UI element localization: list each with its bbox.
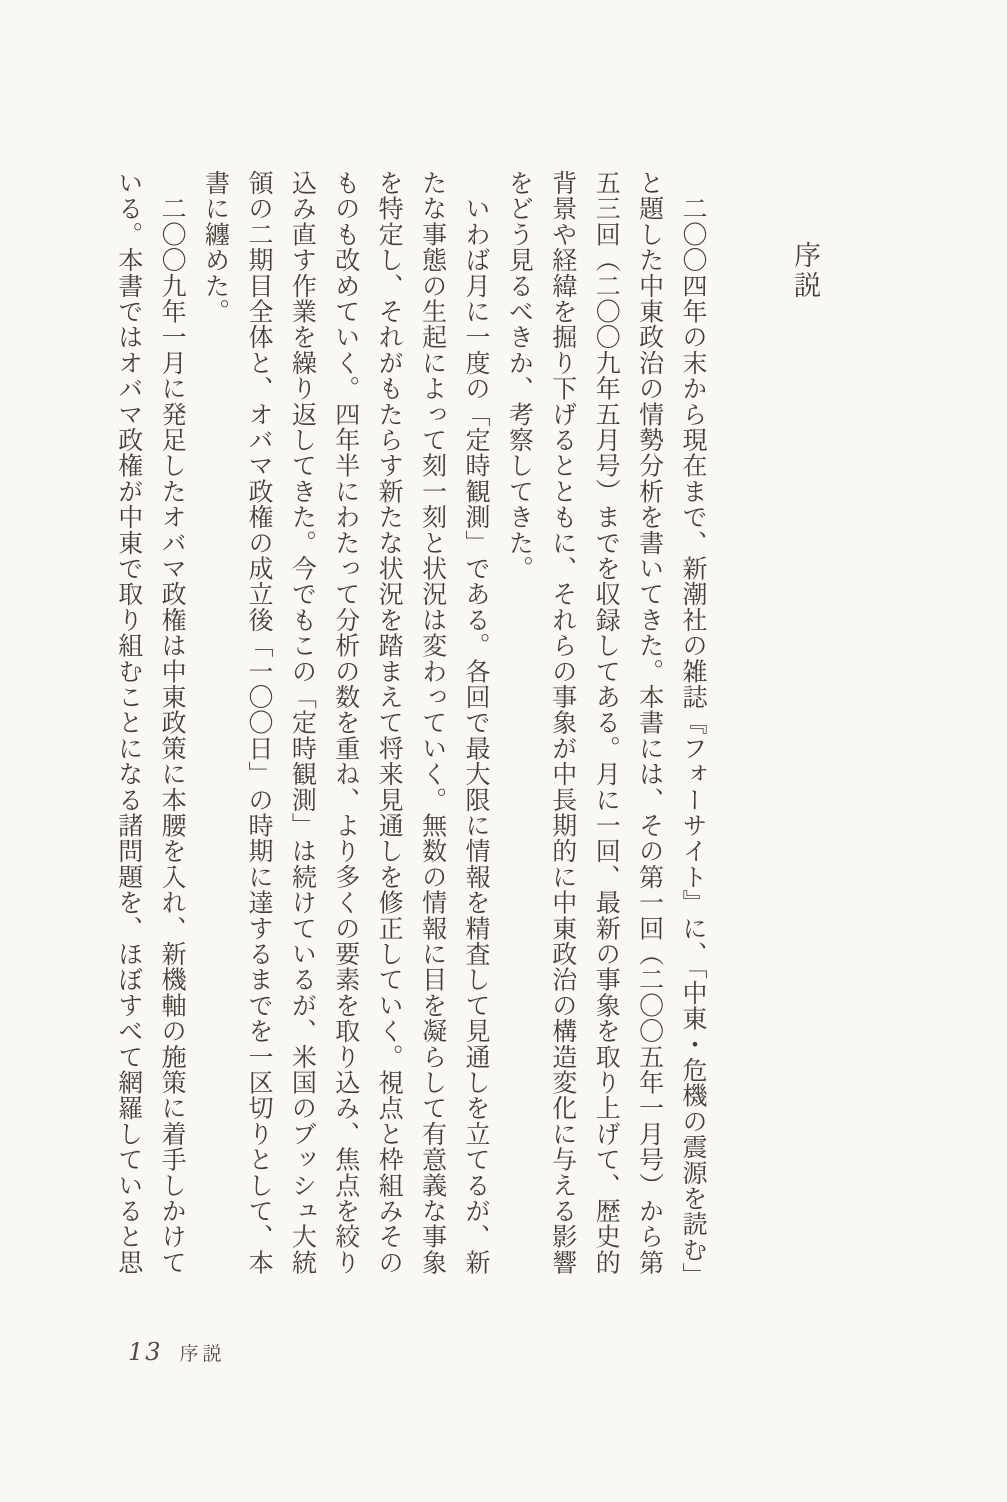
text-line: ものも改めていく。四年半にわたって分析の数を重ね、より多くの要素を取り込み、焦点を絞り bbox=[331, 170, 361, 1276]
chapter-title: 序説 bbox=[789, 241, 820, 301]
text-line: 二〇〇四年の末から現在まで、新潮社の雑誌『フォーサイト』に、「中東・危機の震源を読む」 bbox=[679, 170, 708, 1289]
page-footer bbox=[128, 1338, 226, 1366]
text-line: いわば月に一度の「定時観測」である。各回で最大限に情報を精査して見通しを立てるが、新 bbox=[461, 170, 491, 1276]
text-line: 背景や経緯を掘り下げるとともに、それらの事象が中長期的に中東政治の構造変化に与える影響 bbox=[548, 170, 578, 1276]
body-text bbox=[106, 170, 715, 1310]
text-line: たな事態の生起によって刻一刻と状況は変わっていく。無数の情報に目を凝らして有意義な事象 bbox=[418, 170, 448, 1276]
text-line: 書に纏めた。 bbox=[201, 170, 231, 325]
text-line: いる。本書ではオバマ政権が中東で取り組むことになる諸問題を、ほぼすべて網羅していると思 bbox=[114, 170, 144, 1276]
text-line: 領の二期目全体と、オバマ政権の成立後「一〇〇日」の時期に達するまでを一区切りとして、本 bbox=[244, 170, 274, 1276]
text-line: 込み直す作業を繰り返してきた。今でもこの「定時観測」は続けているが、米国のブッシュ大統 bbox=[288, 170, 318, 1276]
text-line: を特定し、それがもたらす新たな状況を踏まえて将来見通しを修正していく。視点と枠組みその bbox=[375, 170, 405, 1276]
text-line: をどう見るべきか、考察してきた。 bbox=[505, 170, 535, 582]
text-line: と題した中東政治の情勢分析を書いてきた。本書には、その第一回（二〇〇五年一月号）から第 bbox=[635, 170, 665, 1276]
text-line: 五三回（二〇〇九年五月号）までを収録してある。月に一回、最新の事象を取り上げて、歴史的 bbox=[592, 170, 622, 1276]
running-title: 序説 bbox=[179, 1343, 226, 1365]
text-line: 二〇〇九年一月に発足したオバマ政権は中東政策に本腰を入れ、新機軸の施策に着手しかけて bbox=[158, 170, 188, 1276]
page-number: 13 bbox=[128, 1338, 163, 1366]
